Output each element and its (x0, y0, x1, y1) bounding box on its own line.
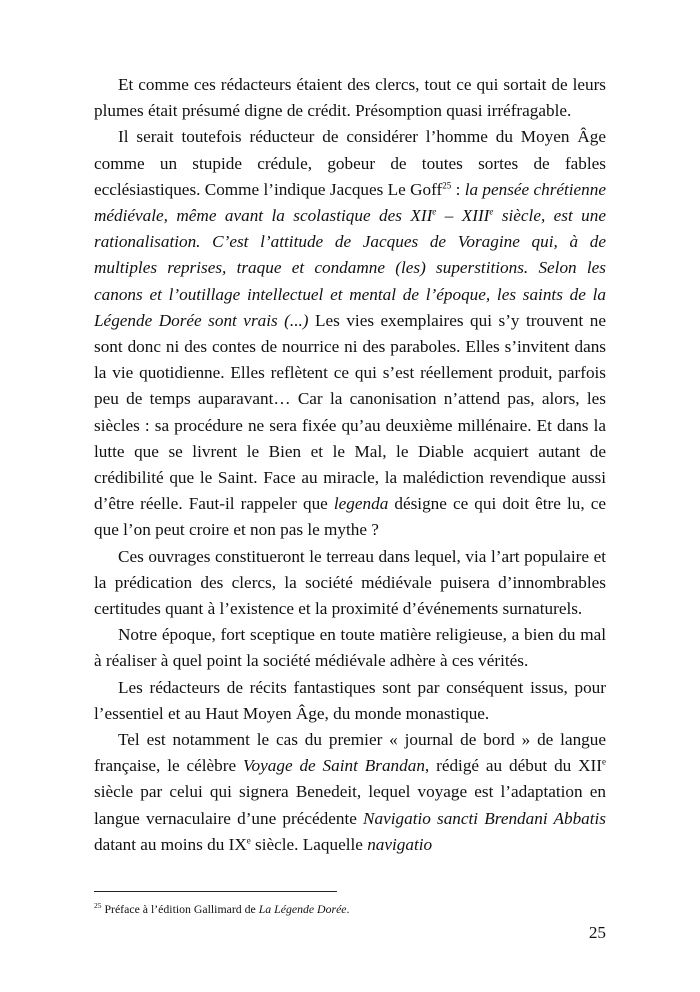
text-run: Ces ouvrages constitueront le terreau dans lequel, via l’art populaire et la prédication des clercs, la société médiévale puisera d’innombrables certitudes quant à l’existence et la proximité d’événements surnaturels. (94, 546, 606, 619)
paragraph-p5 (94, 675, 606, 727)
text-run: Les rédacteurs de récits fantastiques sont par conséquent issus, pour l’essentiel et au Haut Moyen Âge, du monde monastique. (94, 677, 606, 723)
italic-text: legenda (333, 494, 389, 514)
italic-text: Voyage de Saint Brandan (242, 756, 425, 776)
text-run: : (451, 179, 465, 199)
footnote-title: La Légende Dorée (258, 902, 347, 916)
paragraph-p2 (94, 124, 606, 543)
superscript: e (489, 206, 494, 217)
italic-text: – XIII (436, 206, 490, 226)
italic-text: siècle, est une rationalisation. C’est l’attitude de Jacques de Voragine qui, à de multiples reprises, traque et condamne (les) superstitions. Selon les canons et l’outillage intellectuel et mental de l’époque, les saints de la Légende Dorée sont vrais (...) (94, 206, 606, 330)
footnote-text: Préface à l’édition Gallimard de (101, 902, 259, 916)
text-run: Et comme ces rédacteurs étaient des clercs, tout ce qui sortait de leurs plumes était présumé digne de crédit. Présomption quasi irréfragable. (94, 75, 606, 121)
text-run: Tel est notamment le cas du premier « journal de bord » de langue française, le célèbre (94, 730, 606, 776)
paragraph-p4 (94, 622, 606, 674)
superscript: 25 (442, 180, 452, 191)
footnote-end: . (346, 902, 350, 916)
italic-text: navigatio (367, 834, 433, 854)
superscript: e (602, 756, 606, 767)
text-run: datant au moins du IX (94, 834, 247, 854)
text-run: siècle par celui qui signera Benedeit, lequel voyage est l’adaptation en langue vernaculaire d’une précédente (94, 782, 606, 828)
footnote-rule (94, 891, 337, 892)
text-run: , rédigé au début du XII (424, 756, 602, 776)
italic-text: la pensée chrétienne médiévale, même avant la scolastique des XII (94, 179, 607, 226)
text-run: désigne ce qui doit être lu, ce que l’on peut croire et non pas le mythe ? (94, 494, 606, 540)
page-number: 25 (588, 923, 606, 942)
body-text (94, 72, 606, 858)
italic-text: Navigatio sancti Brendani Abbatis (363, 808, 606, 828)
text-run: siècle. Laquelle (250, 834, 368, 854)
footnote (94, 901, 606, 917)
paragraph-p6 (94, 727, 606, 858)
superscript: e (246, 835, 251, 846)
paragraph-p3 (94, 544, 606, 623)
text-run: Il serait toutefois réducteur de considérer l’homme du Moyen Âge comme un stupide crédule, gobeur de toutes sortes de fables ecclésiastiques. Comme l’indique Jacques Le Goff (94, 127, 606, 199)
superscript: e (432, 206, 437, 217)
paragraph-p1 (94, 72, 606, 124)
footnote-number: 25 (94, 901, 102, 911)
text-run: Les vies exemplaires qui s’y trouvent ne sont donc ni des contes de nourrice ni des paraboles. Elles s’invitent dans la vie quotidienne. Elles reflètent ce qui s’est réellement produit, parfois peu de temps auparavant… Car la canonisation n’attend pas, alors, les siècles : sa procédure ne sera fixée qu’au deuxième millénaire. Et dans la lutte que se livrent le Bien et le Mal, le Diable acquiert autant de crédibilité que le Saint. Face au miracle, la malédiction revendique aussi d’être réelle. Faut-il rappeler que (94, 310, 606, 514)
text-run: Notre époque, fort sceptique en toute matière religieuse, a bien du mal à réaliser à quel point la société médiévale adhère à ces vérités. (94, 625, 606, 671)
